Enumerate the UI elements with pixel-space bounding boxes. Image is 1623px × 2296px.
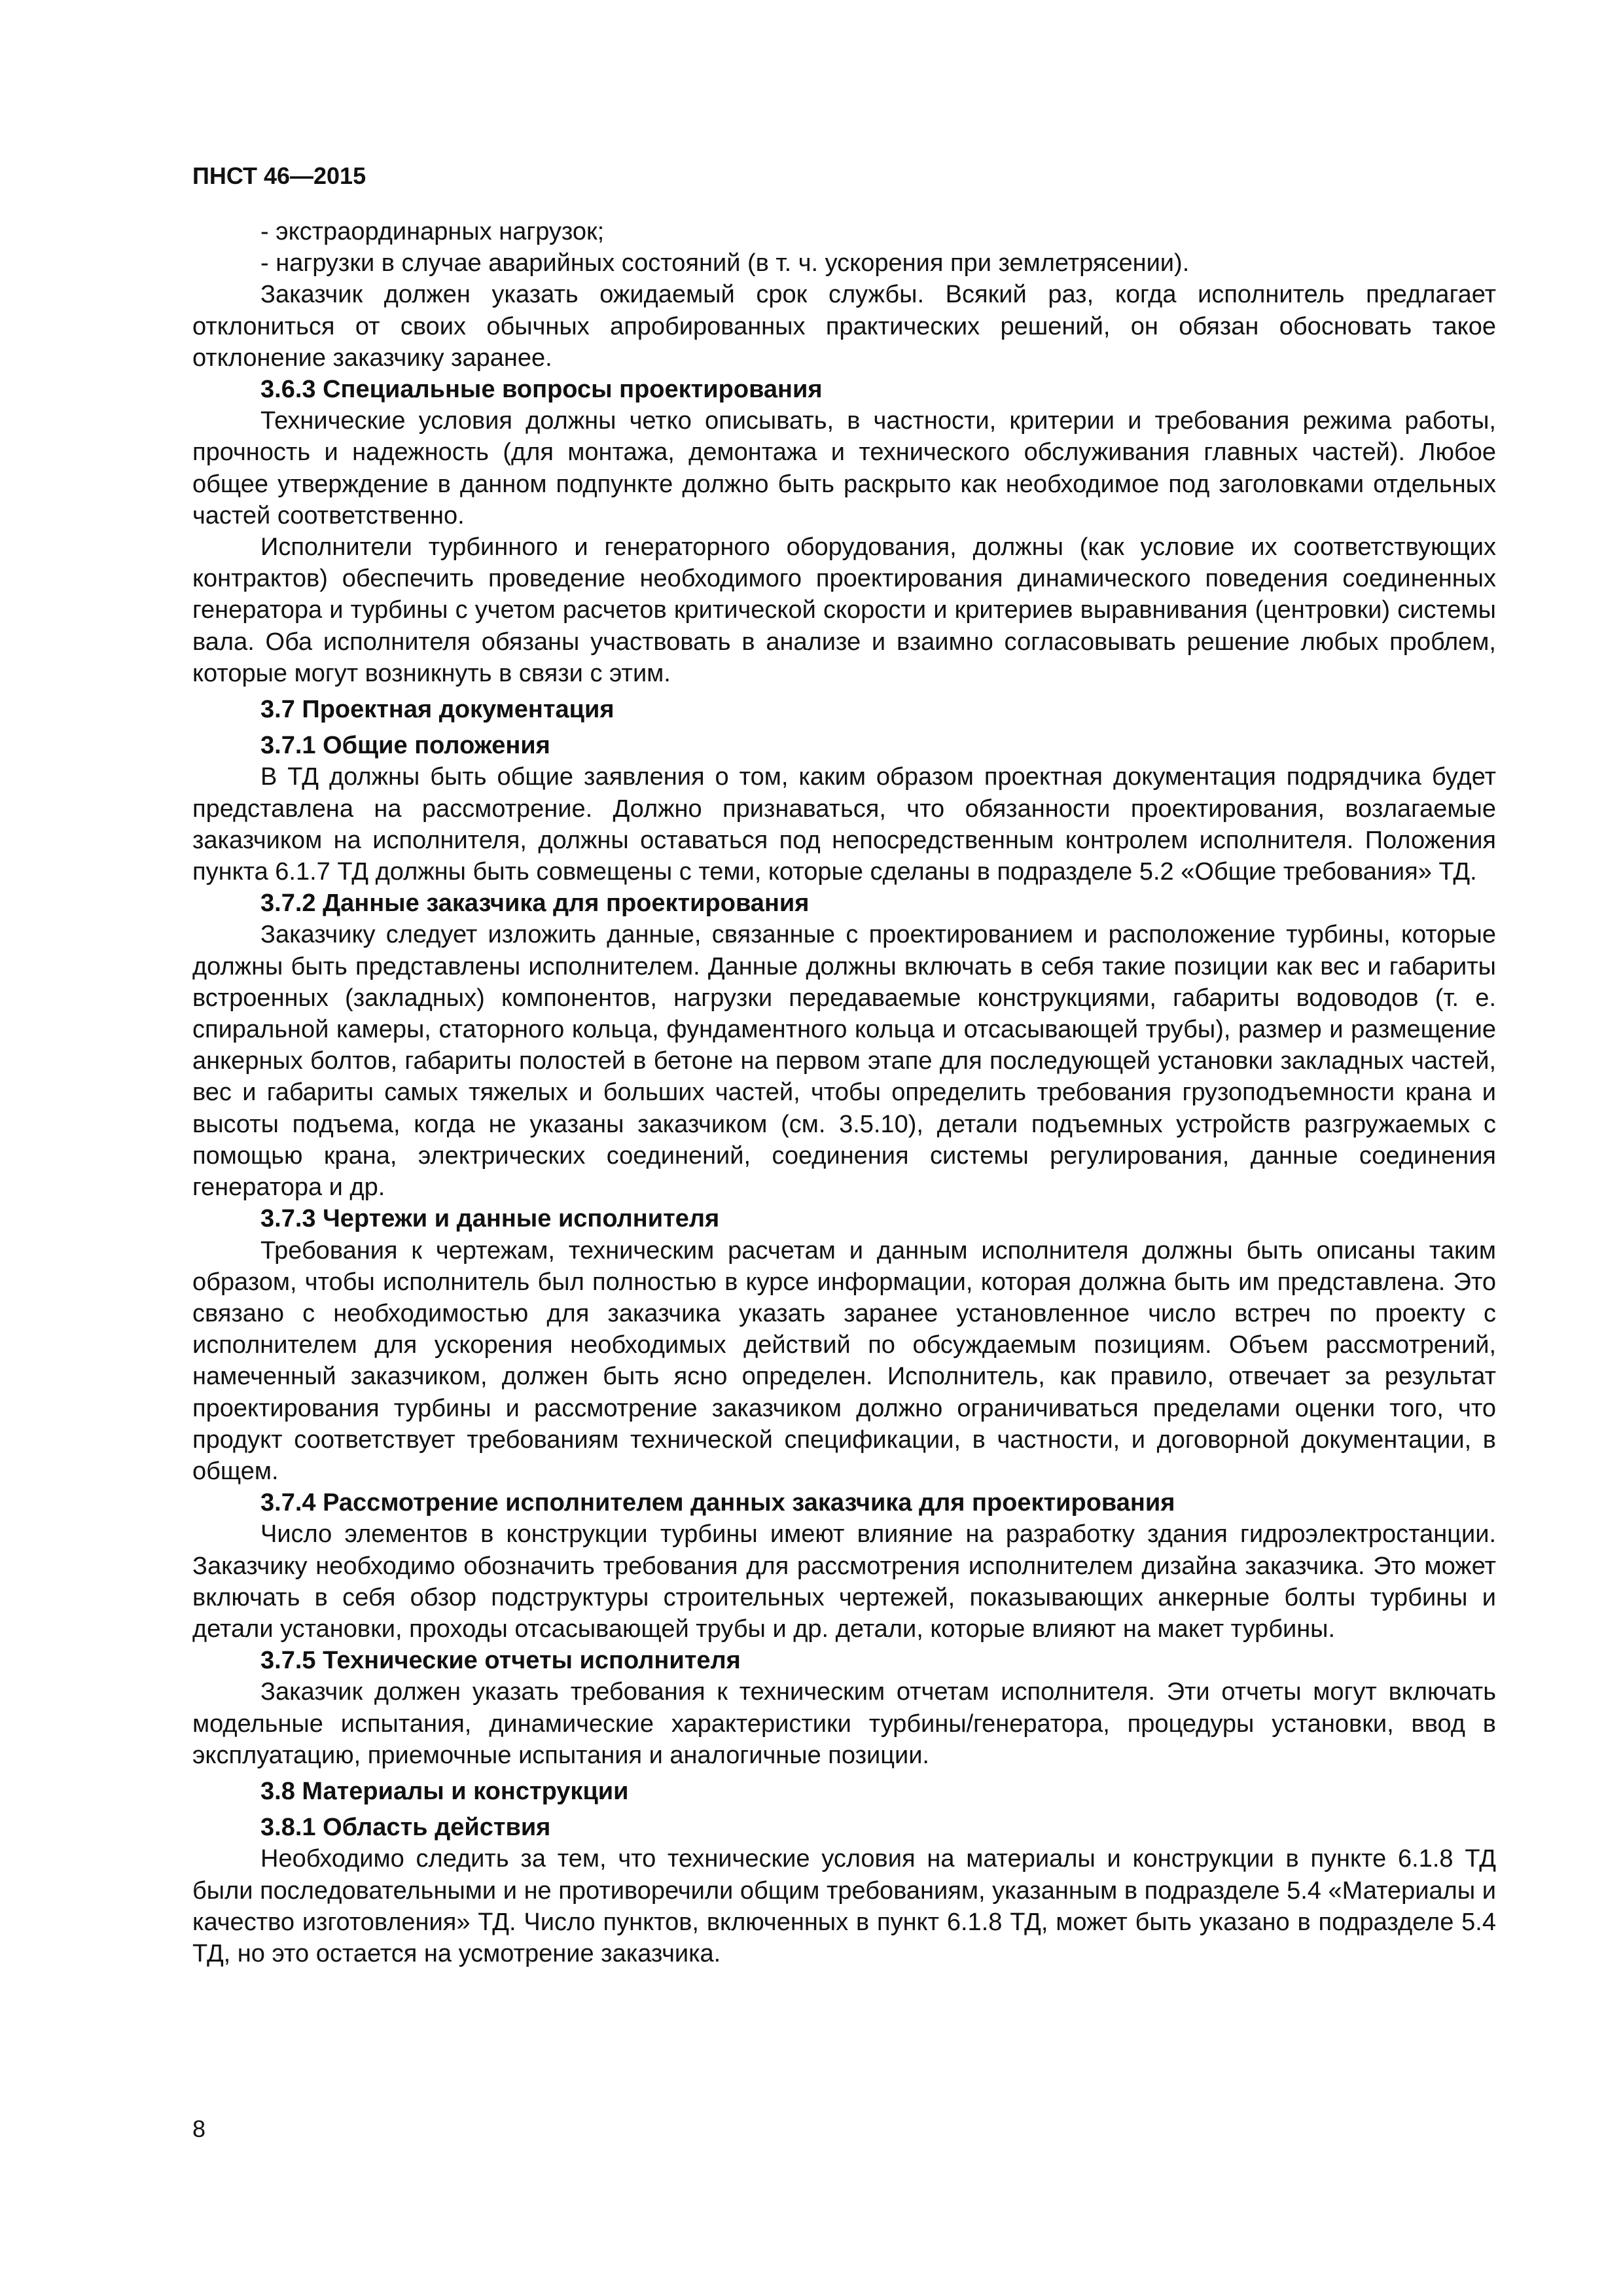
- paragraph: Технические условия должны четко описывать, в частности, критерии и требования режима работы, прочность и надежность (для монтажа, демонтажа и технического обслуживания главных частей). Любое общее утверждение в данном подпункте должно быть раскрыто как необходимое под заголовками отдельных частей соответственно.: [192, 407, 1496, 529]
- paragraph: Требования к чертежам, техническим расчетам и данным исполнителя должны быть описаны таким образом, чтобы исполнитель был полностью в курсе информации, которая должна быть им представлена. Это связано с необходимостью для заказчика указать заранее установленное число встреч по проекту с исполнителем для ускорения необходимых действий по обсуждаемым позициям. Объем рассмотрений, намеченный заказчиком, должен быть ясно определен. Исполнитель, как правило, отвечает за результат проектирования турбины и рассмотрение заказчиком должно ограничиваться пределами оценки того, что продукт соответствует требованиям технической спецификации, в частности, и договорной документации, в общем.: [192, 1236, 1496, 1485]
- paragraph: Исполнители турбинного и генераторного оборудования, должны (как условие их соответствующих контрактов) обеспечить проведение необходимого проектирования динамического поведения соединенных генератора и турбины с учетом расчетов критической скорости и критериев выравнивания (центровки) системы вала. Оба исполнителя обязаны участвовать в анализе и взаимно согласовывать решение любых проблем, которые могут возникнуть в связи с этим.: [192, 533, 1496, 687]
- paragraph: Заказчик должен указать ожидаемый срок службы. Всякий раз, когда исполнитель предлагает отклониться от своих обычных апробированных практических решений, он обязан обосновать такое отклонение заказчику заранее.: [192, 281, 1496, 372]
- section-heading: 3.7.5 Технические отчеты исполнителя: [260, 1647, 741, 1675]
- paragraph: Число элементов в конструкции турбины имеют влияние на разработку здания гидроэлектростанции. Заказчику необходимо обозначить требования для рассмотрения исполнителем дизайна заказчика. Это может включать в себя обзор подструктуры строительных чертежей, показывающих анкерные болты турбины и детали установки, проходы отсасывающей трубы и др. детали, которые влияют на макет турбины.: [192, 1520, 1496, 1643]
- section-heading: 3.7.3 Чертежи и данные исполнителя: [260, 1205, 720, 1233]
- paragraph: В ТД должны быть общие заявления о том, каким образом проектная документация подрядчика будет представлена на рассмотрение. Должно признаваться, что обязанности проектирования, возлагаемые заказчиком на исполнителя, должны оставаться под непосредственным контролем исполнителя. Положения пункта 6.1.7 ТД должны быть совмещены с теми, которые сделаны в подразделе 5.2 «Общие требования» ТД.: [192, 763, 1496, 886]
- page-number: 8: [192, 2115, 206, 2142]
- document-body: [192, 216, 1496, 1969]
- paragraph: Заказчику следует изложить данные, связанные с проектированием и расположение турбины, которые должны быть представлены исполнителем. Данные должны включать в себя такие позиции как вес и габариты встроенных (закладных) компонентов, нагрузки передаваемые конструкциями, габариты водоводов (т. е. спиральной камеры, статорного кольца, фундаментного кольца и отсасывающей трубы), размер и размещение анкерных болтов, габариты полостей в бетоне на первом этапе для последующей установки закладных частей, вес и габариты самых тяжелых и больших частей, чтобы определить требования грузоподъемности крана и высоты подъема, когда не указаны заказчиком (см. 3.5.10), детали подъемных устройств разгружаемых с помощью крана, электрических соединений, соединения системы регулирования, данные соединения генератора и др.: [192, 921, 1496, 1202]
- section-heading: 3.7.2 Данные заказчика для проектирования: [260, 889, 810, 918]
- document-code-header: ПНСТ 46—2015: [192, 162, 366, 189]
- list-item: - нагрузки в случае аварийных состояний (в т. ч. ускорения при землетрясении).: [260, 249, 1190, 278]
- section-heading: 3.7.1 Общие положения: [260, 732, 550, 760]
- section-heading: 3.7.4 Рассмотрение исполнителем данных заказчика для проектирования: [260, 1489, 1175, 1517]
- section-heading: 3.7 Проектная документация: [260, 696, 615, 724]
- paragraph: Необходимо следить за тем, что технические условия на материалы и конструкции в пункте 6.1.8 ТД были последовательными и не противоречили общим требованиям, указанным в подразделе 5.4 «Материалы и качество изготовления» ТД. Число пунктов, включенных в пункт 6.1.8 ТД, может быть указано в подразделе 5.4 ТД, но это остается на усмотрение заказчика.: [192, 1845, 1496, 1967]
- section-heading: 3.8.1 Область действия: [260, 1814, 551, 1842]
- section-heading: 3.8 Материалы и конструкции: [260, 1777, 629, 1805]
- list-item: - экстраординарных нагрузок;: [260, 218, 605, 245]
- paragraph: Заказчик должен указать требования к техническим отчетам исполнителя. Эти отчеты могут включать модельные испытания, динамические характеристики турбины/генератора, процедуры установки, ввод в эксплуатацию, приемочные испытания и аналогичные позиции.: [192, 1678, 1496, 1769]
- section-heading: 3.6.3 Специальные вопросы проектирования: [260, 376, 823, 404]
